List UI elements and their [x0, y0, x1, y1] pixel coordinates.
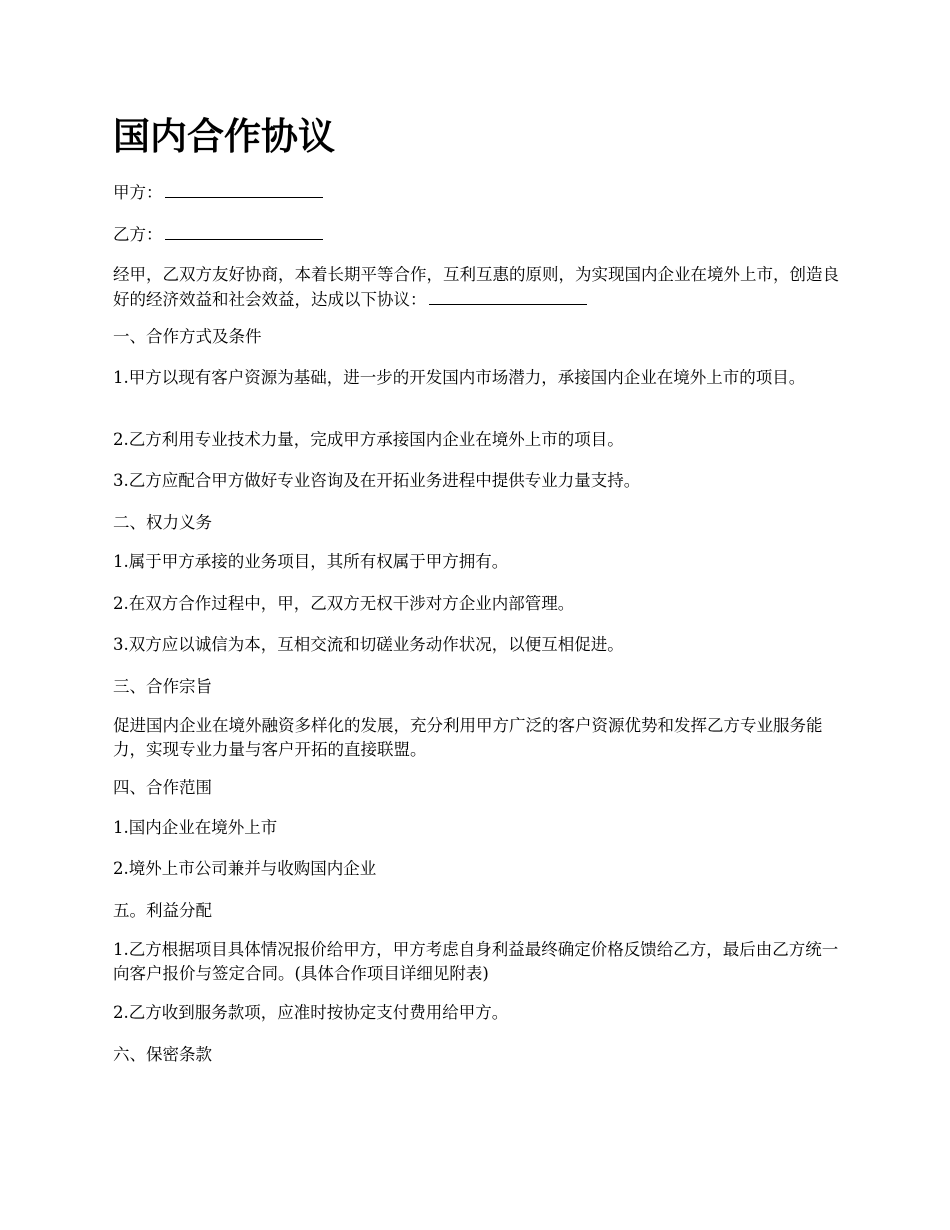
section-heading: 四、合作范围 [113, 778, 212, 797]
section-item: 2.乙方收到服务款项，应准时按协定支付费用给甲方。 [113, 1003, 509, 1022]
section-item: 1.乙方根据项目具体情况报价给甲方，甲方考虑自身利益最终确定价格反馈给乙方，最后由乙方统一向客户报价与签定合同。(具体合作项目详细见附表) [113, 940, 839, 983]
section-item: 促进国内企业在境外融资多样化的发展，充分利用甲方广泛的客户资源优势和发挥乙方专业服务能力，实现专业力量与客户开拓的直接联盟。 [113, 716, 823, 759]
intro-paragraph [113, 263, 843, 312]
section-heading: 三、合作宗旨 [113, 677, 212, 696]
party-b-label: 乙方： [113, 225, 163, 244]
section-item: 2.境外上市公司兼并与收购国内企业 [113, 859, 377, 878]
section-heading: 五。利益分配 [113, 901, 212, 920]
section-item: 3.双方应以诚信为本，互相交流和切磋业务动作状况，以便互相促进。 [113, 635, 624, 654]
party-b-blank [165, 222, 323, 240]
section-item: 2.在双方合作过程中，甲，乙双方无权干涉对方企业内部管理。 [113, 594, 575, 613]
section-item: 1.属于甲方承接的业务项目，其所有权属于甲方拥有。 [113, 552, 509, 571]
section-item: 3.乙方应配合甲方做好专业咨询及在开拓业务进程中提供专业力量支持。 [113, 471, 641, 490]
intro-text: 经甲，乙双方友好协商，本着长期平等合作，互利互惠的原则，为实现国内企业在境外上市，创造良好的经济效益和社会效益，达成以下协议： [113, 265, 839, 309]
party-b-line [113, 222, 843, 247]
party-a-line [113, 180, 843, 205]
section-item: 1.甲方以现有客户资源为基础，进一步的开发国内市场潜力，承接国内企业在境外上市的项目。 [113, 368, 806, 387]
party-a-blank [165, 180, 323, 198]
party-a-label: 甲方： [113, 183, 163, 202]
section-heading: 二、权力义务 [113, 513, 212, 532]
section-heading: 一、合作方式及条件 [113, 327, 262, 346]
document-title: 国内合作协议 [113, 114, 335, 158]
section-item: 2.乙方利用专业技术力量，完成甲方承接国内企业在境外上市的项目。 [113, 430, 624, 449]
section-item: 1.国内企业在境外上市 [113, 818, 278, 837]
intro-blank [429, 287, 587, 305]
section-heading: 六、保密条款 [113, 1045, 212, 1064]
